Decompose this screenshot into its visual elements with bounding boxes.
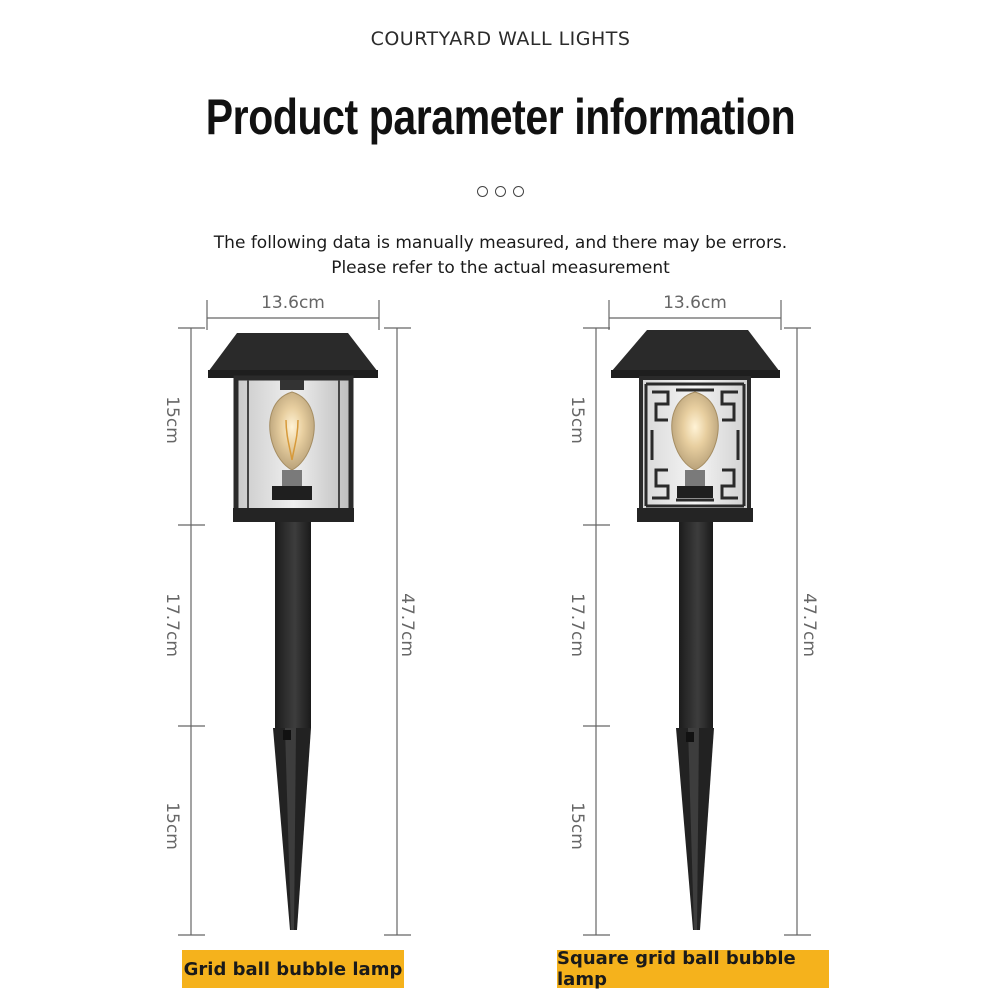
right-head-height-label: 15cm bbox=[567, 396, 587, 444]
right-lamp-name-badge: Square grid ball bubble lamp bbox=[557, 950, 829, 988]
right-lamp bbox=[567, 293, 819, 935]
left-pole-height-label: 17.7cm bbox=[162, 593, 182, 657]
brand-heading: COURTYARD WALL LIGHTS bbox=[370, 28, 631, 50]
measurement-note-line2: Please refer to the actual measurement bbox=[331, 258, 670, 278]
left-lamp-spike bbox=[273, 728, 311, 930]
left-spike-height-label: 15cm bbox=[162, 802, 182, 850]
right-total-height-label: 47.7cm bbox=[799, 593, 819, 657]
right-lamp-spike bbox=[676, 728, 714, 930]
left-lamp-pole bbox=[275, 522, 311, 728]
page-title: Product parameter information bbox=[205, 89, 796, 145]
right-lamp-roof bbox=[611, 330, 780, 378]
right-lamp-body bbox=[637, 378, 753, 522]
right-pole-height-label: 17.7cm bbox=[567, 593, 587, 657]
left-lamp-roof bbox=[208, 333, 378, 378]
left-width-label: 13.6cm bbox=[261, 293, 325, 313]
left-lamp-name-badge: Grid ball bubble lamp bbox=[182, 950, 404, 988]
right-lamp-pole bbox=[679, 522, 713, 728]
left-lamp bbox=[162, 293, 417, 935]
left-head-height-label: 15cm bbox=[162, 396, 182, 444]
left-total-height-label: 47.7cm bbox=[397, 593, 417, 657]
measurement-note-line1: The following data is manually measured, and there may be errors. bbox=[213, 233, 788, 253]
left-lamp-body bbox=[233, 378, 354, 522]
right-spike-height-label: 15cm bbox=[567, 802, 587, 850]
right-width-label: 13.6cm bbox=[663, 293, 727, 313]
